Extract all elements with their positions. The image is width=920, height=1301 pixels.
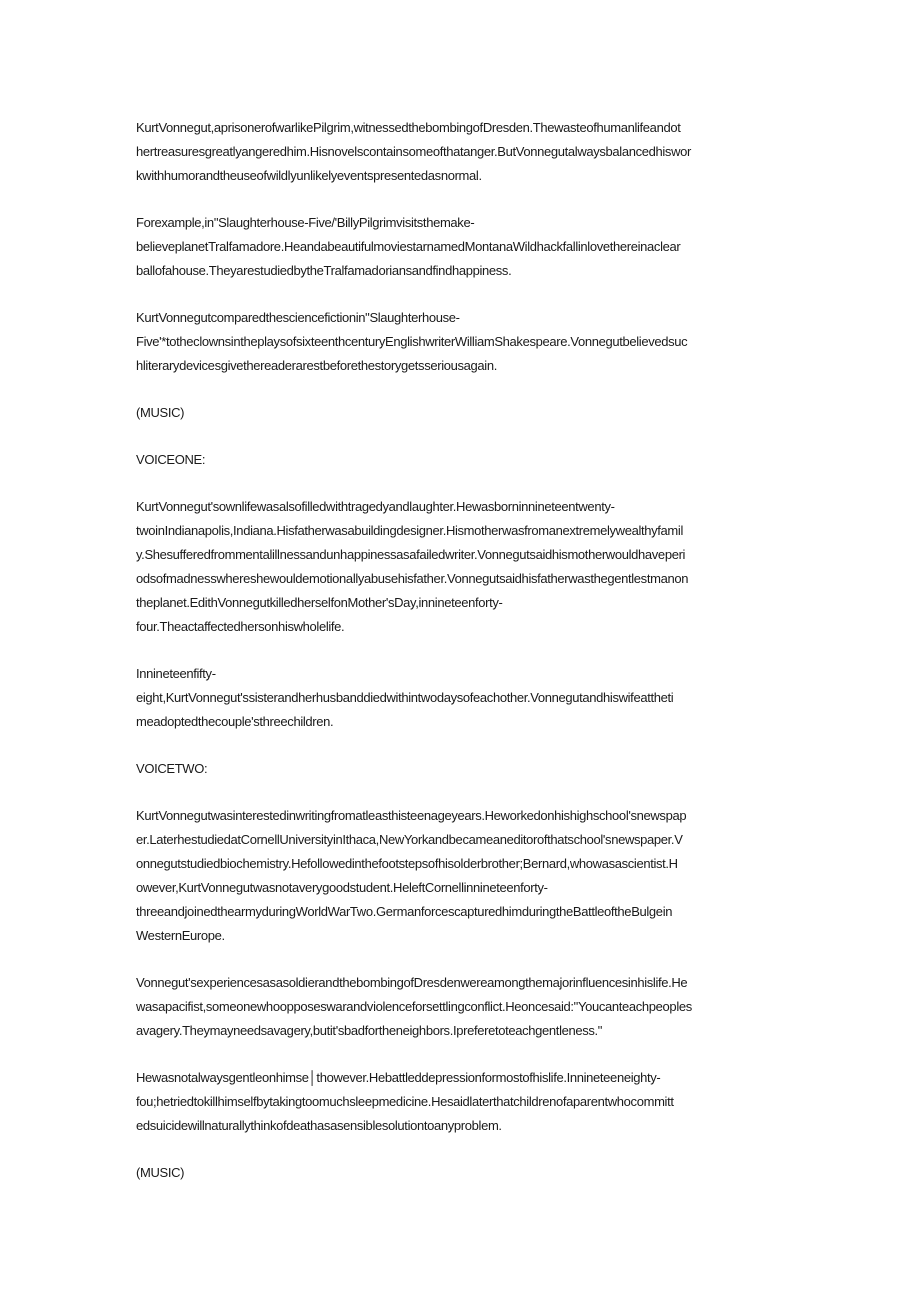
text-line: eight,KurtVonnegut'ssisterandherhusbanddiedwithintwodaysofeachother.Vonnegutandhiswifeattheti	[136, 690, 674, 705]
text-line: Forexample,in"Slaughterhouse-Five/'BillyPilgrimvisitsthemake-	[136, 215, 475, 230]
text-line: y.Shesufferedfrommentalillnessandunhappinessasafailedwriter.Vonnegutsaidhismotherwouldhaveperi	[136, 547, 686, 562]
text-line: avagery.Theymayneedsavagery,butit'sbadfortheneighbors.Ipreferetoteachgentleness."	[136, 1023, 603, 1038]
paragraph-9	[136, 804, 786, 948]
text-line: odsofmadnesswhereshewouldemotionallyabusehisfather.Vonnegutsaidhisfatherwasthegentlestmanon	[136, 571, 689, 586]
text-line: VOICEONE:	[136, 452, 206, 467]
text-line: believeplanetTralfamadore.HeandabeautifulmoviestarnamedMontanaWildhackfallinlovethereinaclear	[136, 239, 681, 254]
speaker-voice-one	[136, 448, 786, 472]
text-line: Five'*totheclownsintheplaysofsixteenthcenturyEnglishwriterWilliamShakespeare.Vonnegutbelievedsuc	[136, 334, 688, 349]
paragraph-3	[136, 306, 786, 378]
text-line: hertreasuresgreatlyangeredhim.Hisnovelscontainsomeofthatanger.ButVonnegutalwaysbalancedhiswor	[136, 144, 691, 159]
paragraph-2	[136, 211, 786, 283]
text-line: Innineteenfifty-	[136, 666, 216, 681]
text-line: Vonnegut'sexperiencesasasoldierandthebombingofDresdenwereamongthemajorinfluencesinhislife.He	[136, 975, 688, 990]
music-cue-2	[136, 1161, 786, 1185]
document-body	[136, 116, 786, 1208]
text-line: theplanet.EdithVonnegutkilledherselfonMother'sDay,innineteenforty-	[136, 595, 503, 610]
text-line: Hewasnotalwaysgentleonhimse│thowever.Hebattleddepressionformostofhislife.Innineteeneighty-	[136, 1070, 661, 1085]
text-line: (MUSIC)	[136, 405, 185, 420]
text-line: onnegutstudiedbiochemistry.Hefollowedinthefootstepsofhisolderbrother;Bernard,whowasascientist.H	[136, 856, 678, 871]
paragraph-7	[136, 662, 786, 734]
text-line: ballofahouse.TheyarestudiedbytheTralfamadoriansandfindhappiness.	[136, 263, 512, 278]
text-line: meadoptedthecouple'sthreechildren.	[136, 714, 334, 729]
text-line: owever,KurtVonnegutwasnotaverygoodstudent.HeleftCornellinnineteenforty-	[136, 880, 548, 895]
text-line: KurtVonnegutwasinterestedinwritingfromatleasthisteenageyears.Heworkedonhishighschool'snewspap	[136, 808, 687, 823]
text-line: KurtVonnegut,aprisonerofwarlikePilgrim,witnessedthebombingofDresden.Thewasteofhumanlifeandot	[136, 120, 681, 135]
text-line: (MUSIC)	[136, 1165, 185, 1180]
text-line: edsuicidewillnaturallythinkofdeathasasensiblesolutiontoanyproblem.	[136, 1118, 502, 1133]
music-cue-1	[136, 401, 786, 425]
text-line: KurtVonnegut'sownlifewasalsofilledwithtragedyandlaughter.Hewasborninnineteentwenty-	[136, 499, 615, 514]
text-line: VOICETWO:	[136, 761, 208, 776]
text-line: KurtVonnegutcomparedthesciencefictionin"Slaughterhouse-	[136, 310, 460, 325]
text-line: wasapacifist,someonewhoopposeswarandviolenceforsettlingconflict.Heoncesaid:"Youcanteachpeoples	[136, 999, 692, 1014]
text-line: er.LaterhestudiedatCornellUniversityinIthaca,NewYorkandbecameaneditorofthatschool'snewspaper.V	[136, 832, 683, 847]
text-line: hliterarydevicesgivethereaderarestbeforethestorygetsseriousagain.	[136, 358, 497, 373]
text-line: threeandjoinedthearmyduringWorldWarTwo.GermanforcescapturedhimduringtheBattleoftheBulgein	[136, 904, 673, 919]
paragraph-6	[136, 495, 786, 639]
speaker-voice-two	[136, 757, 786, 781]
text-line: fou;hetriedtokillhimselfbytakingtoomuchsleepmedicine.Hesaidlaterthatchildrenofaparentwhocommitt	[136, 1094, 674, 1109]
paragraph-1	[136, 116, 786, 188]
text-line: kwithhumorandtheuseofwildlyunlikelyeventspresentedasnormal.	[136, 168, 482, 183]
paragraph-11	[136, 1066, 786, 1138]
text-line: four.Theactaffectedhersonhiswholelife.	[136, 619, 345, 634]
text-line: twoinIndianapolis,Indiana.Hisfatherwasabuildingdesigner.Hismotherwasfromanextremelywealthyfamil	[136, 523, 683, 538]
paragraph-10	[136, 971, 786, 1043]
text-line: WesternEurope.	[136, 928, 225, 943]
